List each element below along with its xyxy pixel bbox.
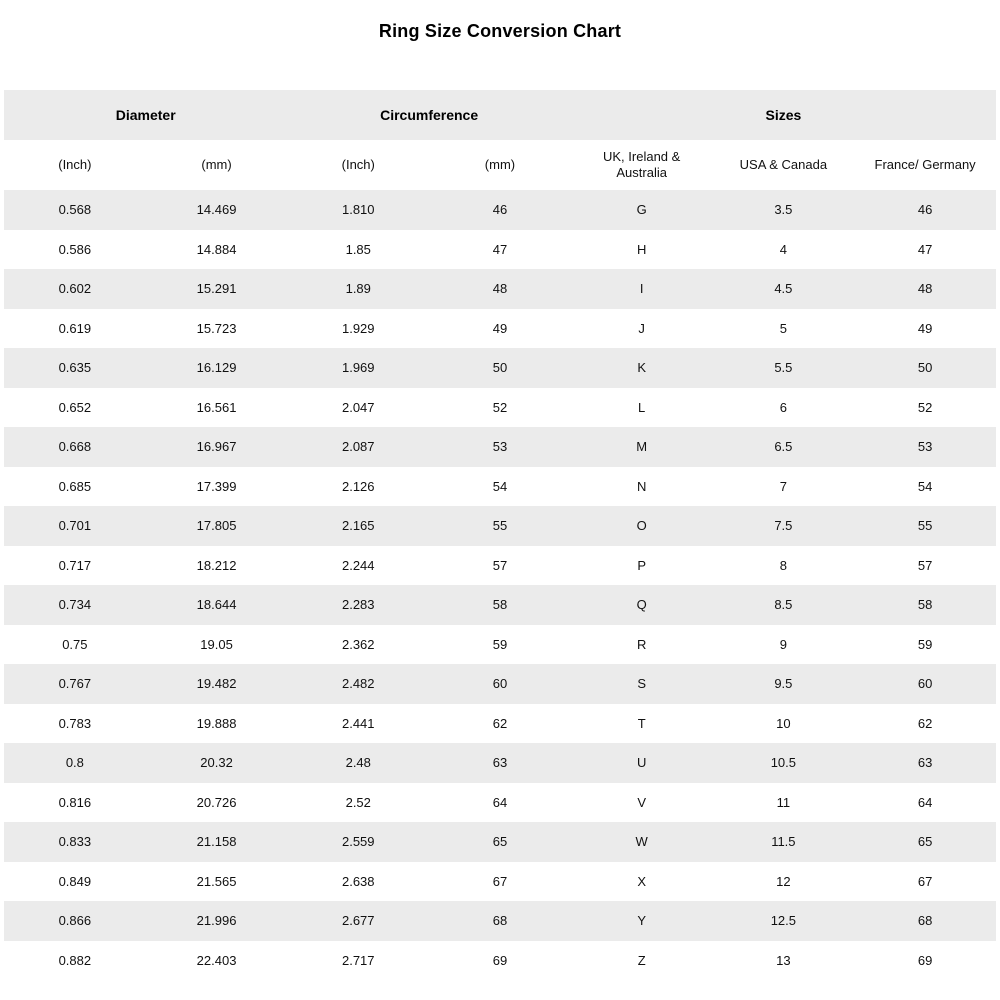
table-cell: 53 <box>429 427 571 467</box>
table-cell: Z <box>571 941 713 981</box>
table-cell: 19.888 <box>146 704 288 744</box>
table-cell: 0.816 <box>4 783 146 823</box>
table-cell: 2.638 <box>287 862 429 902</box>
table-cell: 17.805 <box>146 506 288 546</box>
table-cell: 22.403 <box>146 941 288 981</box>
table-row <box>4 348 996 388</box>
table-cell: M <box>571 427 713 467</box>
table-cell: 63 <box>429 743 571 783</box>
table-cell: 2.441 <box>287 704 429 744</box>
column-header-circumference-mm: (mm) <box>429 140 571 190</box>
table-cell: 50 <box>429 348 571 388</box>
table-cell: 53 <box>854 427 996 467</box>
table-cell: 2.244 <box>287 546 429 586</box>
table-cell: 2.52 <box>287 783 429 823</box>
table-cell: 58 <box>854 585 996 625</box>
table-cell: 6.5 <box>713 427 855 467</box>
table-cell: 20.726 <box>146 783 288 823</box>
table-row <box>4 901 996 941</box>
table-row <box>4 822 996 862</box>
table-cell: P <box>571 546 713 586</box>
table-row <box>4 230 996 270</box>
table-cell: 55 <box>854 506 996 546</box>
table-cell: 15.291 <box>146 269 288 309</box>
table-row <box>4 190 996 230</box>
table-cell: 59 <box>429 625 571 665</box>
table-cell: X <box>571 862 713 902</box>
page-title: Ring Size Conversion Chart <box>378 21 622 41</box>
table-cell: 48 <box>429 269 571 309</box>
table-row <box>4 704 996 744</box>
table-cell: I <box>571 269 713 309</box>
table-row <box>4 269 996 309</box>
table-cell: 47 <box>429 230 571 270</box>
table-cell: 52 <box>854 388 996 428</box>
table-cell: 60 <box>854 664 996 704</box>
table-cell: 21.158 <box>146 822 288 862</box>
table-cell: 14.884 <box>146 230 288 270</box>
table-row <box>4 585 996 625</box>
table-cell: 15.723 <box>146 309 288 349</box>
table-cell: 3.5 <box>713 190 855 230</box>
table-row <box>4 862 996 902</box>
table-cell: 54 <box>429 467 571 507</box>
group-header-diameter: Diameter <box>4 90 287 140</box>
table-row <box>4 743 996 783</box>
table-cell: R <box>571 625 713 665</box>
table-cell: 58 <box>429 585 571 625</box>
table-cell: 49 <box>854 309 996 349</box>
table-cell: 63 <box>854 743 996 783</box>
table-cell: 1.929 <box>287 309 429 349</box>
table-cell: 64 <box>854 783 996 823</box>
table-cell: 50 <box>854 348 996 388</box>
table-cell: 9 <box>713 625 855 665</box>
table-cell: 2.717 <box>287 941 429 981</box>
table-cell: 1.89 <box>287 269 429 309</box>
table-cell: 2.48 <box>287 743 429 783</box>
table-cell: 69 <box>429 941 571 981</box>
table-row <box>4 664 996 704</box>
table-cell: 17.399 <box>146 467 288 507</box>
table-cell: 69 <box>854 941 996 981</box>
table-cell: 0.882 <box>4 941 146 981</box>
table-cell: 8 <box>713 546 855 586</box>
table-cell: 2.087 <box>287 427 429 467</box>
table-cell: 65 <box>429 822 571 862</box>
table-cell: 47 <box>854 230 996 270</box>
table-cell: T <box>571 704 713 744</box>
table-cell: 57 <box>429 546 571 586</box>
table-cell: 2.126 <box>287 467 429 507</box>
table-body <box>4 190 996 980</box>
column-header-row <box>4 140 996 190</box>
table-cell: 5.5 <box>713 348 855 388</box>
table-cell: 64 <box>429 783 571 823</box>
table-cell: 0.8 <box>4 743 146 783</box>
table-cell: 67 <box>854 862 996 902</box>
table-cell: L <box>571 388 713 428</box>
table-row <box>4 427 996 467</box>
table-cell: 48 <box>854 269 996 309</box>
column-header-uk-ireland-australia: UK, Ireland & Australia <box>571 140 713 190</box>
table-cell: 62 <box>854 704 996 744</box>
table-cell: 0.701 <box>4 506 146 546</box>
table-cell: S <box>571 664 713 704</box>
table-cell: 1.810 <box>287 190 429 230</box>
table-cell: 4 <box>713 230 855 270</box>
column-header-diameter-inch: (Inch) <box>4 140 146 190</box>
table-cell: 16.129 <box>146 348 288 388</box>
table-cell: 16.967 <box>146 427 288 467</box>
table-cell: H <box>571 230 713 270</box>
table-row <box>4 388 996 428</box>
table-cell: V <box>571 783 713 823</box>
table-cell: 9.5 <box>713 664 855 704</box>
group-header-circumference: Circumference <box>287 90 570 140</box>
table-cell: 0.833 <box>4 822 146 862</box>
table-cell: 62 <box>429 704 571 744</box>
table-cell: 2.047 <box>287 388 429 428</box>
table-cell: N <box>571 467 713 507</box>
table-cell: 0.586 <box>4 230 146 270</box>
table-cell: 0.866 <box>4 901 146 941</box>
table-cell: 1.85 <box>287 230 429 270</box>
table-row <box>4 546 996 586</box>
table-cell: 0.652 <box>4 388 146 428</box>
table-cell: Y <box>571 901 713 941</box>
table-cell: Q <box>571 585 713 625</box>
table-cell: 0.767 <box>4 664 146 704</box>
table-cell: J <box>571 309 713 349</box>
table-cell: 2.165 <box>287 506 429 546</box>
table-cell: 57 <box>854 546 996 586</box>
table-header <box>4 90 996 190</box>
table-cell: 21.996 <box>146 901 288 941</box>
table-cell: 0.619 <box>4 309 146 349</box>
column-header-circumference-inch: (Inch) <box>287 140 429 190</box>
table-cell: 65 <box>854 822 996 862</box>
table-cell: 54 <box>854 467 996 507</box>
table-cell: 67 <box>429 862 571 902</box>
table-cell: 68 <box>854 901 996 941</box>
table-cell: 19.05 <box>146 625 288 665</box>
ring-size-table <box>4 90 996 980</box>
column-header-france-germany: France/ Germany <box>854 140 996 190</box>
table-cell: 18.644 <box>146 585 288 625</box>
table-cell: 49 <box>429 309 571 349</box>
table-cell: 13 <box>713 941 855 981</box>
table-cell: 1.969 <box>287 348 429 388</box>
table-cell: 2.482 <box>287 664 429 704</box>
table-cell: 0.668 <box>4 427 146 467</box>
table-cell: 21.565 <box>146 862 288 902</box>
table-cell: 60 <box>429 664 571 704</box>
table-cell: 46 <box>854 190 996 230</box>
table-cell: 6 <box>713 388 855 428</box>
page <box>0 20 1000 1000</box>
table-row <box>4 309 996 349</box>
table-cell: 0.849 <box>4 862 146 902</box>
column-header-diameter-mm: (mm) <box>146 140 288 190</box>
table-cell: 55 <box>429 506 571 546</box>
table-cell: 5 <box>713 309 855 349</box>
table-cell: 7.5 <box>713 506 855 546</box>
table-row <box>4 941 996 981</box>
table-cell: 4.5 <box>713 269 855 309</box>
table-row <box>4 783 996 823</box>
table-cell: 14.469 <box>146 190 288 230</box>
table-cell: 0.685 <box>4 467 146 507</box>
table-cell: 46 <box>429 190 571 230</box>
table-cell: 16.561 <box>146 388 288 428</box>
table-cell: K <box>571 348 713 388</box>
table-cell: 20.32 <box>146 743 288 783</box>
table-cell: 10.5 <box>713 743 855 783</box>
table-cell: W <box>571 822 713 862</box>
table-cell: 2.677 <box>287 901 429 941</box>
table-cell: 7 <box>713 467 855 507</box>
table-row <box>4 625 996 665</box>
table-cell: 2.283 <box>287 585 429 625</box>
table-cell: 0.783 <box>4 704 146 744</box>
table-cell: 2.559 <box>287 822 429 862</box>
table-cell: 52 <box>429 388 571 428</box>
column-header-usa-canada: USA & Canada <box>713 140 855 190</box>
table-cell: 59 <box>854 625 996 665</box>
table-cell: 11.5 <box>713 822 855 862</box>
table-cell: 0.717 <box>4 546 146 586</box>
table-cell: 2.362 <box>287 625 429 665</box>
table-cell: 11 <box>713 783 855 823</box>
table-cell: 18.212 <box>146 546 288 586</box>
table-cell: 0.75 <box>4 625 146 665</box>
group-header-row <box>4 90 996 140</box>
table-cell: 68 <box>429 901 571 941</box>
table-cell: 0.602 <box>4 269 146 309</box>
table-cell: G <box>571 190 713 230</box>
table-row <box>4 506 996 546</box>
table-cell: O <box>571 506 713 546</box>
group-header-sizes: Sizes <box>571 90 996 140</box>
table-cell: 19.482 <box>146 664 288 704</box>
table-cell: 10 <box>713 704 855 744</box>
table-cell: 0.734 <box>4 585 146 625</box>
table-cell: 0.568 <box>4 190 146 230</box>
table-cell: U <box>571 743 713 783</box>
table-cell: 12.5 <box>713 901 855 941</box>
table-cell: 0.635 <box>4 348 146 388</box>
table-cell: 8.5 <box>713 585 855 625</box>
table-cell: 12 <box>713 862 855 902</box>
table-row <box>4 467 996 507</box>
